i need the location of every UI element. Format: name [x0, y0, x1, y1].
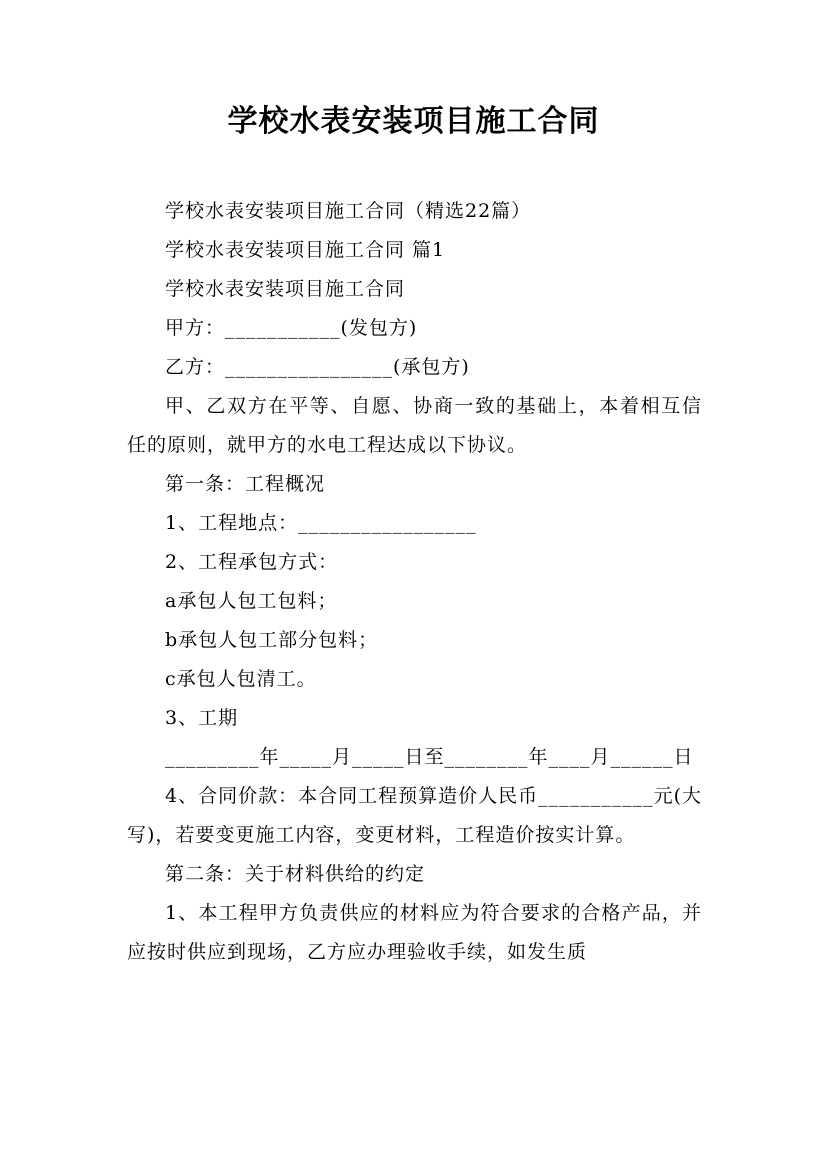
- doc-subtitle: 学校水表安装项目施工合同（精选22篇）: [165, 200, 532, 222]
- contracting-method: 2、工程承包方式：: [165, 551, 339, 573]
- project-location: 1、工程地点：_________________: [165, 512, 477, 534]
- material-supply-clause: 1、本工程甲方负责供应的材料应为符合要求的合格产品，并应按时供应到现场，乙方应办理验收手续，如发生质: [127, 902, 702, 963]
- construction-period-heading: 3、工期: [165, 707, 239, 729]
- party-a-line: 甲方：___________(发包方): [165, 317, 418, 339]
- document-body: [127, 192, 702, 972]
- article-one-heading: 第一条：工程概况: [165, 473, 326, 495]
- contract-name: 学校水表安装项目施工合同: [165, 278, 406, 300]
- contract-price: 4、合同价款：本合同工程预算造价人民币___________元(大写)，若要变更施工内容，变更材料，工程造价按实计算。: [127, 785, 703, 846]
- agreement-intro: 甲、乙双方在平等、自愿、协商一致的基础上，本着相互信任的原则，就甲方的水电工程达成以下协议。: [127, 395, 702, 456]
- option-c: c承包人包清工。: [165, 668, 317, 690]
- option-b: b承包人包工部分包料；: [165, 629, 379, 651]
- article-two-heading: 第二条：关于材料供给的约定: [165, 863, 426, 885]
- document-title: 学校水表安装项目施工合同: [227, 104, 600, 139]
- section-heading: 学校水表安装项目施工合同 篇1: [165, 239, 446, 261]
- party-b-line: 乙方：________________(承包方): [165, 356, 470, 378]
- construction-period-dates: _________年_____月_____日至________年____月______日: [165, 746, 694, 768]
- option-a: a承包人包工包料；: [165, 590, 338, 612]
